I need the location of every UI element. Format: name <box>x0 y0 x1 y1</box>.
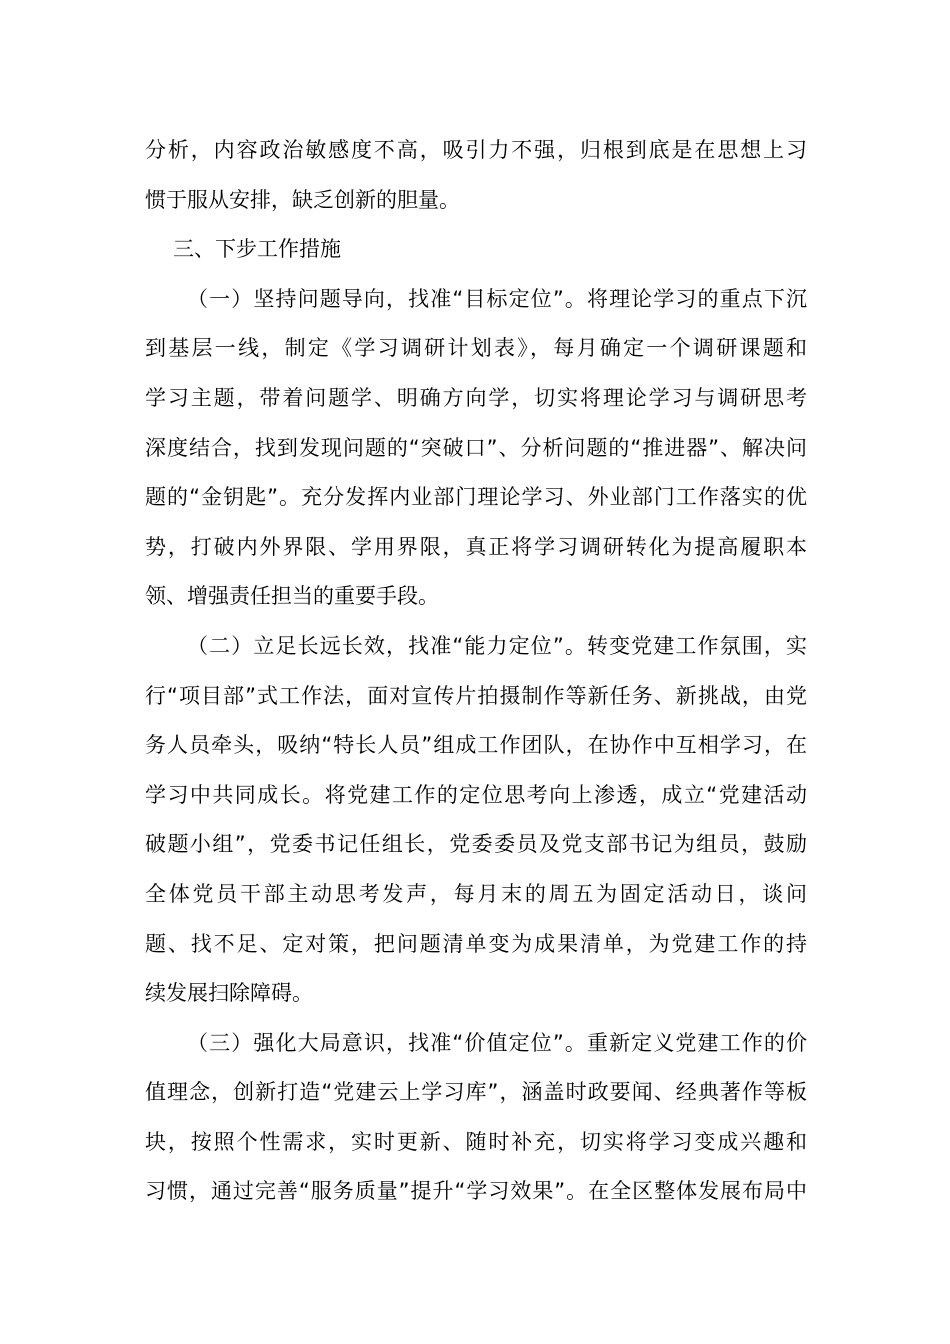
paragraph-3-line-1: （三）强化大局意识，找准“价值定位”。重新定义党建工作的价 <box>187 1030 807 1055</box>
paragraph-1-line-2: 到基层一线，制定《学习调研计划表》，每月确定一个调研课题和 <box>145 336 807 361</box>
paragraph-1-line-5: 题的“金钥匙”。充分发挥内业部门理论学习、外业部门工作落实的优 <box>145 485 807 510</box>
paragraph-2-line-4: 学习中共同成长。将党建工作的定位思考向上渗透，成立“党建活动 <box>145 782 807 807</box>
paragraph-1-line-3: 学习主题，带着问题学、明确方向学，切实将理论学习与调研思考 <box>145 385 807 410</box>
paragraph-3-line-4: 习惯，通过完善“服务质量”提升“学习效果”。在全区整体发展布局中 <box>145 1179 807 1204</box>
paragraph-1-line-7: 领、增强责任担当的重要手段。 <box>145 584 439 609</box>
paragraph-2-line-6: 全体党员干部主动思考发声，每月末的周五为固定活动日，谈问 <box>145 881 807 906</box>
paragraph-2-line-2: 行“项目部”式工作法，面对宣传片拍摄制作等新任务、新挑战，由党 <box>145 683 807 708</box>
text-line-1: 分析，内容政治敏感度不高，吸引力不强，归根到底是在思想上习 <box>145 138 807 162</box>
paragraph-2-line-7: 题、找不足、定对策，把问题清单变为成果清单，为党建工作的持 <box>145 931 807 956</box>
section-heading: 三、下步工作措施 <box>173 237 341 262</box>
paragraph-1-line-6: 势，打破内外界限、学用界限，真正将学习调研转化为提高履职本 <box>145 534 807 559</box>
paragraph-2-line-5: 破题小组”，党委书记任组长，党委委员及党支部书记为组员，鼓励 <box>145 832 807 857</box>
paragraph-3-line-3: 块，按照个性需求，实时更新、随时补充，切实将学习变成兴趣和 <box>145 1129 807 1154</box>
paragraph-2-line-8: 续发展扫除障碍。 <box>145 981 313 1006</box>
paragraph-3-line-2: 值理念，创新打造“党建云上学习库”，涵盖时政要闻、经典著作等板 <box>145 1080 807 1105</box>
text-line-2: 惯于服从安排，缺乏创新的胆量。 <box>145 187 460 212</box>
paragraph-1-line-1: （一）坚持问题导向，找准“目标定位”。将理论学习的重点下沉 <box>187 286 807 311</box>
document-body <box>145 126 807 1217</box>
paragraph-2-line-1: （二）立足长远长效，找准“能力定位”。转变党建工作氛围，实 <box>187 633 807 658</box>
paragraph-2-line-3: 务人员牵头，吸纳“特长人员”组成工作团队，在协作中互相学习，在 <box>145 733 807 758</box>
paragraph-1-line-4: 深度结合，找到发现问题的“突破口”、分析问题的“推进器”、解决问 <box>145 435 807 460</box>
